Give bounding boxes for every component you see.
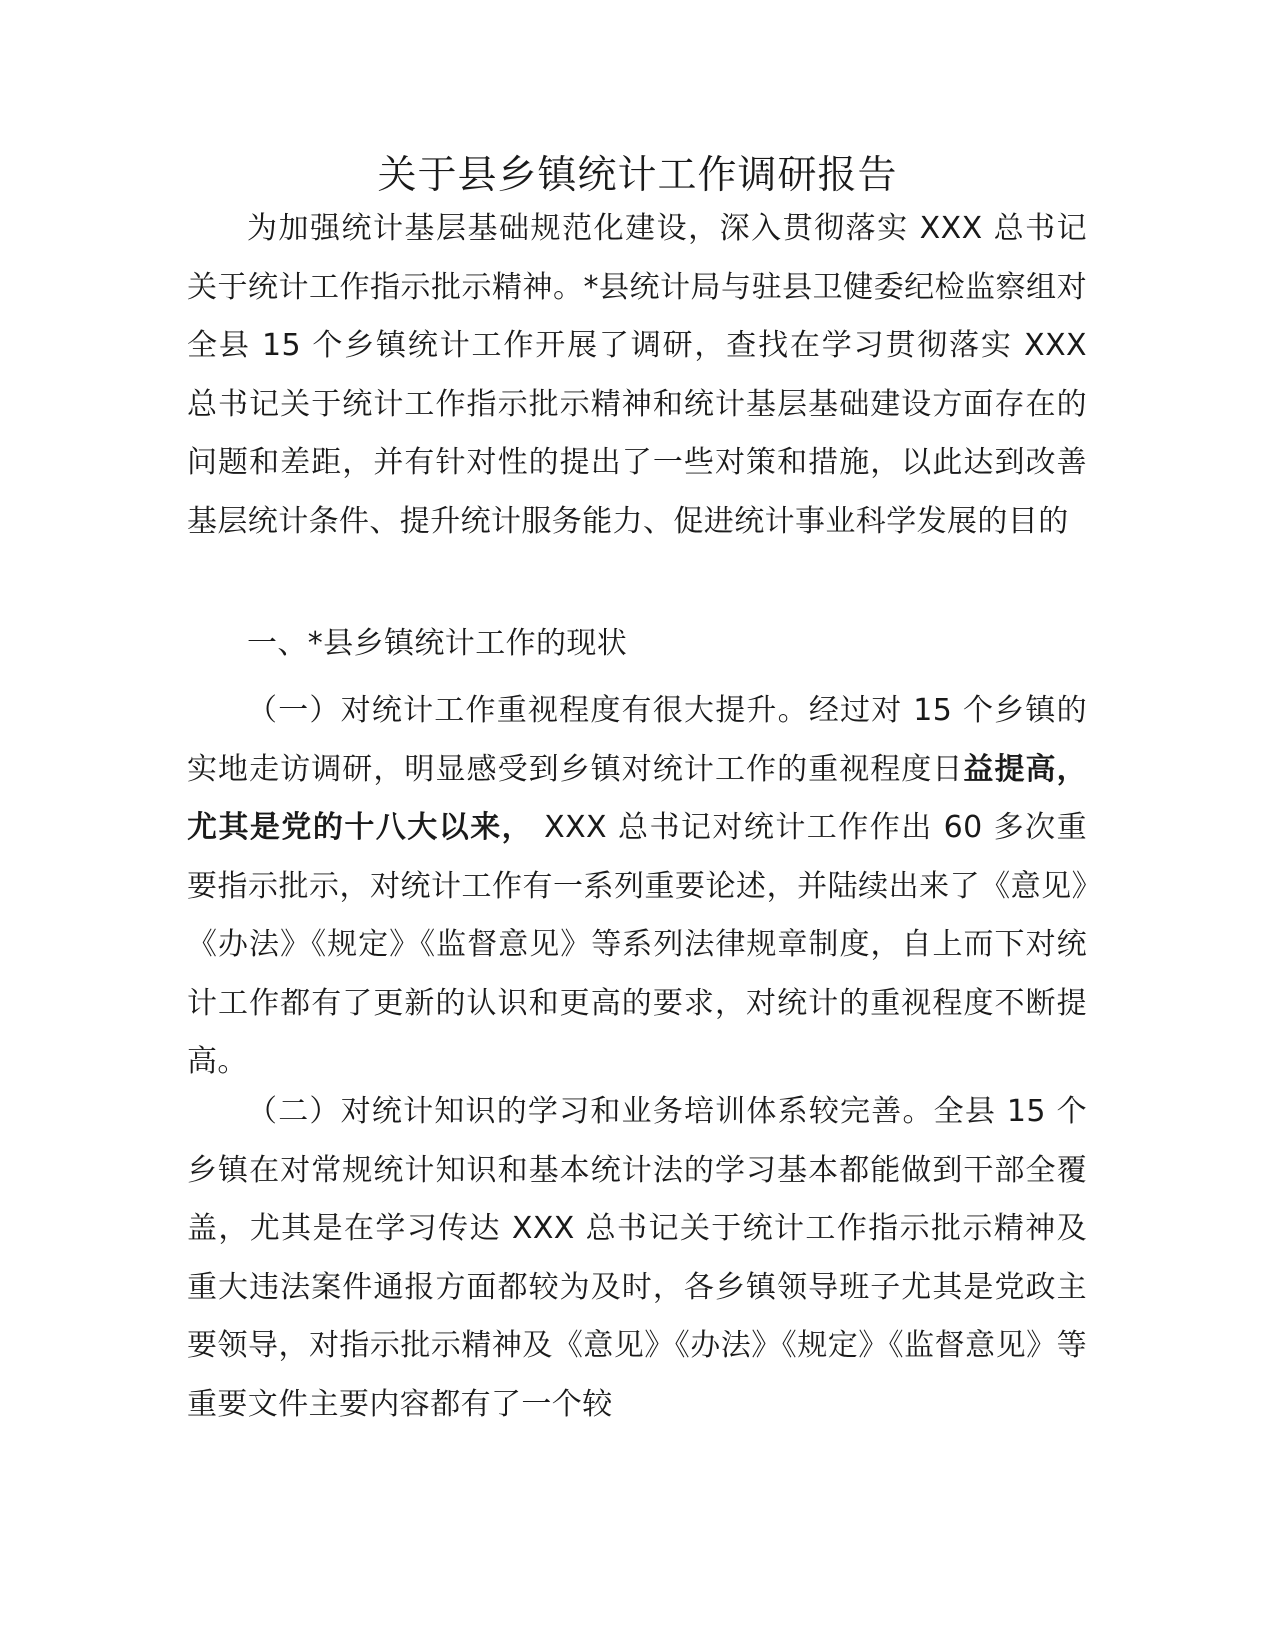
subsection-2-paragraph: （二）对统计知识的学习和业务培训体系较完善。全县 15 个乡镇在对常规统计知识和基本统计法的学习基本都能做到干部全覆盖，尤其是在学习传达 XXX 总书记关于统计工作指示批示精神及重大违法案件通报方面都较为及时，各乡镇领导班子尤其是党政主要领导，对指示批示精神及《意见》《办法》《规定》《监督意见》等重要文件主要内容都有了一个较 [187,1094,1087,1422]
subsection-1-lead-text: （一）对统计工作重视程度有很大提升。经过对 15 个乡镇的实地走访调研，明显感受到乡镇对统计工作的重视程度日 [187,693,1087,787]
section-heading-current-status: 一、*县乡镇统计工作的现状 [247,626,628,661]
subsection-1-paragraph [187,682,1087,1092]
subsection-1-bold-text: 益提高，尤其是党的十八大以来， [187,751,1087,845]
subsection-1-rest-text: XXX 总书记对统计工作作出 60 多次重要指示批示，对统计工作有一系列重要论述，并陆续出来了《意见》《办法》《规定》《监督意见》等系列法律规章制度，自上而下对统计工作都有了更新的认识和更高的要求，对统计的重视程度不断提高。 [187,810,1087,1079]
document-title: 关于县乡镇统计工作调研报告 [377,153,898,198]
intro-paragraph: 为加强统计基层基础规范化建设，深入贯彻落实 XXX 总书记关于统计工作指示批示精神。*县统计局与驻县卫健委纪检监察组对全县 15 个乡镇统计工作开展了调研，查找在学习贯彻落实 XXX 总书记关于统计工作指示批示精神和统计基层基础建设方面存在的问题和差距，并有针对性的提出了一些对策和措施，以此达到改善基层统计条件、提升统计服务能力、促进统计事业科学发展的目的 [187,211,1087,539]
